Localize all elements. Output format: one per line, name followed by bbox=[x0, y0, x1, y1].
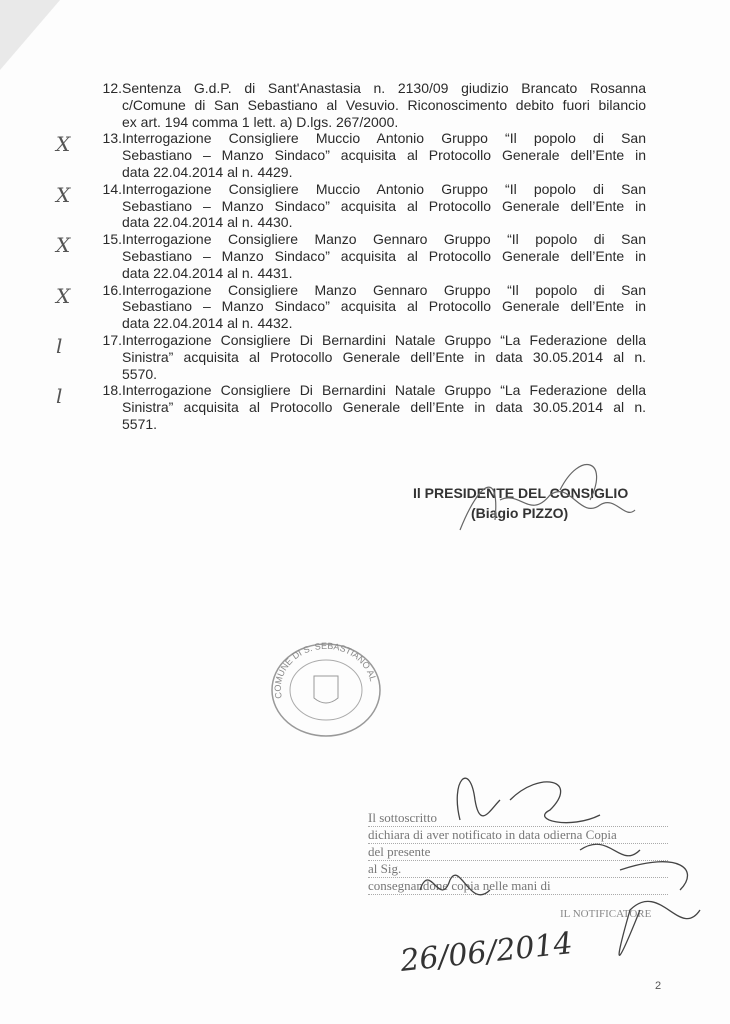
page-number: 2 bbox=[655, 980, 662, 992]
item-number: 17. bbox=[102, 331, 122, 348]
handwritten-check-mark: X bbox=[56, 182, 71, 207]
notification-line: consegnandone copia nelle mani di bbox=[368, 878, 668, 895]
notification-signatures bbox=[380, 760, 710, 990]
handwritten-check-mark: l bbox=[56, 384, 63, 409]
item-text-line: data 22.04.2014 al n. 4429. bbox=[122, 163, 293, 180]
svg-text:COMUNE DI S. SEBASTIANO AL VES: COMUNE DI S. SEBASTIANO AL VESUVIO bbox=[264, 632, 379, 700]
agenda-item bbox=[56, 281, 646, 332]
agenda-list bbox=[56, 80, 646, 433]
item-text-line: Interrogazione Consigliere Di Bernardini Natale Gruppo “La Federazione della bbox=[122, 331, 646, 348]
handwritten-date: 26/06/2014 bbox=[398, 926, 575, 979]
item-text-line: Sinistra” acquisita al Protocollo Generale dell’Ente in data 30.05.2014 al n. bbox=[122, 399, 646, 416]
signature-name: (Biagio PIZZO) bbox=[471, 505, 569, 521]
item-text-line: Interrogazione Consigliere Muccio Antonio Gruppo “Il popolo di San bbox=[122, 130, 646, 147]
item-text-line: data 22.04.2014 al n. 4431. bbox=[122, 264, 293, 281]
item-text-line: 5571. bbox=[122, 415, 158, 432]
item-text-line: Sentenza G.d.P. di Sant'Anastasia n. 2130/09 giudizio Brancato Rosanna bbox=[122, 80, 646, 96]
agenda-item bbox=[56, 130, 646, 180]
notification-line: del presente bbox=[368, 844, 668, 861]
handwritten-check-mark: l bbox=[56, 333, 63, 358]
notification-line: al Sig. bbox=[368, 861, 668, 878]
scan-corner-fold bbox=[0, 0, 60, 70]
item-text-line: Interrogazione Consigliere Manzo Gennaro Gruppo “Il popolo di San bbox=[122, 231, 646, 248]
item-text-line: Interrogazione Consigliere Di Bernardini Natale Gruppo “La Federazione della bbox=[122, 382, 646, 399]
item-text-line: Sebastiano – Manzo Sindaco” acquisita al Protocollo Generale dell’Ente in bbox=[122, 147, 646, 164]
agenda-item bbox=[56, 382, 646, 432]
handwritten-check-mark: X bbox=[56, 283, 71, 308]
item-text-line: data 22.04.2014 al n. 4430. bbox=[122, 214, 293, 231]
agenda-item bbox=[56, 180, 646, 231]
item-text-line: c/Comune di San Sebastiano al Vesuvio. Riconoscimento debito fuori bilancio bbox=[122, 96, 646, 113]
agenda-item bbox=[96, 80, 646, 130]
item-text-line: ex art. 194 comma 1 lett. a) D.lgs. 267/2000. bbox=[122, 113, 399, 130]
item-number: 15. bbox=[102, 231, 122, 248]
item-number: 14. bbox=[102, 180, 122, 197]
municipal-stamp bbox=[264, 632, 384, 740]
item-number: 12. bbox=[102, 80, 122, 96]
notification-line: Il sottoscritto bbox=[368, 810, 668, 827]
item-text-line: data 22.04.2014 al n. 4432. bbox=[122, 315, 293, 332]
president-signature bbox=[440, 460, 640, 540]
handwritten-check-mark: X bbox=[56, 233, 71, 258]
item-text-line: Sebastiano – Manzo Sindaco” acquisita al Protocollo Generale dell’Ente in bbox=[122, 247, 646, 264]
notification-line: dichiara di aver notificato in data odierna Copia bbox=[368, 827, 668, 844]
item-text-line: Interrogazione Consigliere Muccio Antonio Gruppo “Il popolo di San bbox=[122, 180, 646, 197]
item-number: 13. bbox=[102, 130, 122, 147]
notifier-label: IL NOTIFICATORE bbox=[560, 908, 652, 920]
handwritten-check-mark: X bbox=[56, 132, 71, 157]
item-number: 16. bbox=[102, 281, 122, 298]
signature-title: Il PRESIDENTE DEL CONSIGLIO bbox=[413, 485, 629, 501]
item-text-line: Sinistra” acquisita al Protocollo Generale dell’Ente in data 30.05.2014 al n. bbox=[122, 348, 646, 365]
item-text-line: Sebastiano – Manzo Sindaco” acquisita al Protocollo Generale dell’Ente in bbox=[122, 197, 646, 214]
agenda-item bbox=[56, 331, 646, 382]
item-text-line: 5570. bbox=[122, 365, 158, 382]
item-number: 18. bbox=[102, 382, 122, 399]
agenda-item bbox=[56, 231, 646, 281]
item-text-line: Interrogazione Consigliere Manzo Gennaro Gruppo “Il popolo di San bbox=[122, 281, 646, 298]
item-text-line: Sebastiano – Manzo Sindaco” acquisita al Protocollo Generale dell’Ente in bbox=[122, 298, 646, 315]
